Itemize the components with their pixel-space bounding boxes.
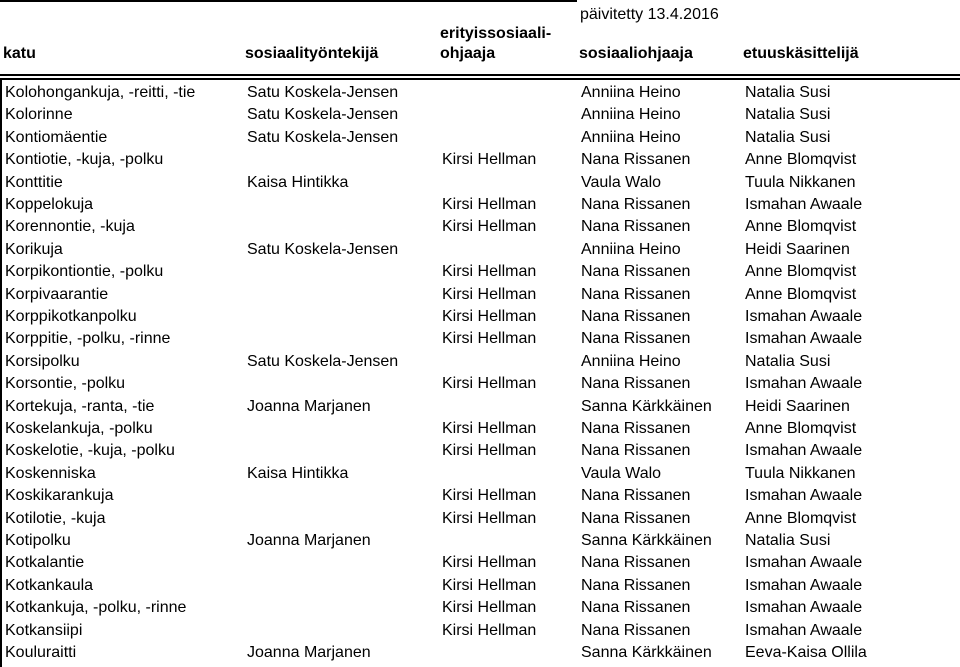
special-counsellor-cell: Kirsi Hellman xyxy=(442,218,537,236)
table-row xyxy=(2,552,960,574)
benefits-handler-cell: Anne Blomqvist xyxy=(745,151,857,169)
special-counsellor-cell: Kirsi Hellman xyxy=(442,263,537,281)
table-row xyxy=(2,172,960,194)
social-worker-cell: Satu Koskela-Jensen xyxy=(247,84,399,101)
street-cell: Korsontie, -polku xyxy=(5,375,126,393)
benefits-handler-cell: Tuula Nikkanen xyxy=(745,464,856,482)
benefits-handler-cell: Anne Blomqvist xyxy=(745,285,857,303)
street-cell: Kotkankaula xyxy=(5,576,94,594)
street-cell: Koskenniska xyxy=(5,464,96,482)
social-counsellor-cell: Nana Rissanen xyxy=(581,285,691,303)
street-cell: Kotilotie, -kuja xyxy=(5,509,106,527)
street-cell: Kotkankuja, -polku, -rinne xyxy=(5,599,187,617)
table-row xyxy=(2,306,960,328)
special-counsellor-cell: Kirsi Hellman xyxy=(442,554,537,572)
street-cell: Kolohongankuja, -reitti, -tie xyxy=(5,84,196,101)
special-counsellor-cell: Kirsi Hellman xyxy=(442,151,537,169)
social-counsellor-cell: Vaula Walo xyxy=(581,464,662,482)
street-cell: Konttitie xyxy=(5,173,63,191)
social-counsellor-cell: Nana Rissanen xyxy=(581,330,691,348)
social-worker-cell: Joanna Marjanen xyxy=(247,397,371,415)
social-counsellor-cell: Nana Rissanen xyxy=(581,151,691,169)
social-counsellor-cell: Anniina Heino xyxy=(581,128,681,146)
street-cell: Korikuja xyxy=(5,240,63,258)
special-counsellor-cell: Kirsi Hellman xyxy=(442,196,537,213)
social-counsellor-cell: Nana Rissanen xyxy=(581,599,691,617)
table-row xyxy=(2,508,960,530)
street-cell: Kouluraitti xyxy=(5,644,77,661)
social-counsellor-cell: Nana Rissanen xyxy=(581,509,691,527)
social-worker-cell: Satu Koskela-Jensen xyxy=(247,106,399,124)
updated-date: päivitetty 13.4.2016 xyxy=(580,6,719,23)
table-row xyxy=(2,328,960,350)
street-cell: Korennontie, -kuja xyxy=(5,218,135,236)
social-counsellor-cell: Sanna Kärkkäinen xyxy=(581,644,712,661)
social-counsellor-cell: Nana Rissanen xyxy=(581,375,691,393)
special-counsellor-cell: Kirsi Hellman xyxy=(442,509,537,527)
street-cell: Korpikontiontie, -polku xyxy=(5,263,164,281)
table-row xyxy=(2,149,960,171)
benefits-handler-cell: Ismahan Awaale xyxy=(745,621,863,639)
benefits-handler-cell: Tuula Nikkanen xyxy=(745,173,856,191)
table-row xyxy=(2,485,960,507)
social-worker-cell: Joanna Marjanen xyxy=(247,532,371,549)
header-erityissosiaaliohjaaja-line1: erityissosiaali- xyxy=(440,25,552,42)
table-row xyxy=(2,127,960,149)
benefits-handler-cell: Anne Blomqvist xyxy=(745,218,857,236)
street-cell: Kolorinne xyxy=(5,106,73,124)
header-etuuskasittelija: etuuskäsittelijä xyxy=(743,45,859,62)
street-cell: Koppelokuja xyxy=(5,196,94,213)
table-row xyxy=(2,216,960,238)
street-cell: Kotipolku xyxy=(5,532,71,549)
benefits-handler-cell: Ismahan Awaale xyxy=(745,554,863,572)
social-worker-cell: Kaisa Hintikka xyxy=(247,464,349,482)
header-sosiaaliohjaaja: sosiaaliohjaaja xyxy=(579,45,693,62)
social-counsellor-cell: Nana Rissanen xyxy=(581,196,691,213)
street-cell: Kortekuja, -ranta, -tie xyxy=(5,397,155,415)
special-counsellor-cell: Kirsi Hellman xyxy=(442,599,537,617)
table-top-border xyxy=(0,78,960,80)
benefits-handler-cell: Ismahan Awaale xyxy=(745,442,863,460)
table-row xyxy=(2,373,960,395)
special-counsellor-cell: Kirsi Hellman xyxy=(442,621,537,639)
special-counsellor-cell: Kirsi Hellman xyxy=(442,576,537,594)
social-counsellor-cell: Nana Rissanen xyxy=(581,218,691,236)
social-counsellor-cell: Sanna Kärkkäinen xyxy=(581,397,712,415)
benefits-handler-cell: Ismahan Awaale xyxy=(745,330,863,348)
street-cell: Korppikotkanpolku xyxy=(5,308,137,325)
social-counsellor-cell: Sanna Kärkkäinen xyxy=(581,532,712,549)
social-worker-cell: Satu Koskela-Jensen xyxy=(247,240,399,258)
header-divider xyxy=(0,74,960,76)
social-counsellor-cell: Nana Rissanen xyxy=(581,554,691,572)
special-counsellor-cell: Kirsi Hellman xyxy=(442,285,537,303)
table-row xyxy=(2,440,960,462)
street-cell: Korsipolku xyxy=(5,352,80,370)
street-cell: Korppitie, -polku, -rinne xyxy=(5,330,171,348)
table-row xyxy=(2,351,960,373)
table-row xyxy=(2,530,960,552)
social-counsellor-cell: Nana Rissanen xyxy=(581,576,691,594)
social-counsellor-cell: Nana Rissanen xyxy=(581,487,691,505)
social-worker-cell: Joanna Marjanen xyxy=(247,644,371,661)
social-worker-cell: Satu Koskela-Jensen xyxy=(247,352,399,370)
street-cell: Koskikarankuja xyxy=(5,487,114,505)
top-rule-gap xyxy=(577,0,960,3)
social-counsellor-cell: Nana Rissanen xyxy=(581,308,691,325)
benefits-handler-cell: Ismahan Awaale xyxy=(745,196,863,213)
benefits-handler-cell: Ismahan Awaale xyxy=(745,375,863,393)
benefits-handler-cell: Anne Blomqvist xyxy=(745,509,857,527)
street-cell: Kotkalantie xyxy=(5,554,85,572)
street-cell: Kotkansiipi xyxy=(5,621,83,639)
special-counsellor-cell: Kirsi Hellman xyxy=(442,442,537,460)
table-row xyxy=(2,104,960,126)
social-counsellor-cell: Nana Rissanen xyxy=(581,263,691,281)
street-cell: Koskelotie, -kuja, -polku xyxy=(5,442,175,460)
social-counsellor-cell: Nana Rissanen xyxy=(581,621,691,639)
benefits-handler-cell: Ismahan Awaale xyxy=(745,599,863,617)
header-erityissosiaaliohjaaja-line2: ohjaaja xyxy=(440,45,496,62)
benefits-handler-cell: Natalia Susi xyxy=(745,128,831,146)
special-counsellor-cell: Kirsi Hellman xyxy=(442,330,537,348)
table-row xyxy=(2,194,960,216)
social-counsellor-cell: Nana Rissanen xyxy=(581,442,691,460)
table-row xyxy=(2,463,960,485)
social-counsellor-cell: Vaula Walo xyxy=(581,173,662,191)
header-katu: katu xyxy=(3,45,36,62)
table-row xyxy=(2,642,960,664)
social-counsellor-cell: Nana Rissanen xyxy=(581,420,691,437)
table-row xyxy=(2,82,960,104)
special-counsellor-cell: Kirsi Hellman xyxy=(442,487,537,505)
social-counsellor-cell: Anniina Heino xyxy=(581,240,681,258)
social-worker-cell: Satu Koskela-Jensen xyxy=(247,128,399,146)
benefits-handler-cell: Ismahan Awaale xyxy=(745,576,863,594)
benefits-handler-cell: Anne Blomqvist xyxy=(745,420,857,437)
benefits-handler-cell: Ismahan Awaale xyxy=(745,308,863,325)
benefits-handler-cell: Ismahan Awaale xyxy=(745,487,863,505)
social-counsellor-cell: Anniina Heino xyxy=(581,106,681,124)
benefits-handler-cell: Natalia Susi xyxy=(745,106,831,124)
benefits-handler-cell: Heidi Saarinen xyxy=(745,240,850,258)
benefits-handler-cell: Natalia Susi xyxy=(745,352,831,370)
benefits-handler-cell: Natalia Susi xyxy=(745,84,831,101)
special-counsellor-cell: Kirsi Hellman xyxy=(442,420,537,437)
street-cell: Koskelankuja, -polku xyxy=(5,420,153,437)
table-row xyxy=(2,261,960,283)
table-row xyxy=(2,418,960,440)
special-counsellor-cell: Kirsi Hellman xyxy=(442,308,537,325)
street-table xyxy=(0,78,960,667)
special-counsellor-cell: Kirsi Hellman xyxy=(442,375,537,393)
social-counsellor-cell: Anniina Heino xyxy=(581,84,681,101)
street-cell: Kontiomäentie xyxy=(5,128,108,146)
table-row xyxy=(2,575,960,597)
table-row xyxy=(2,284,960,306)
street-cell: Kontiotie, -kuja, -polku xyxy=(5,151,164,169)
table-row xyxy=(2,396,960,418)
table-row xyxy=(2,620,960,642)
benefits-handler-cell: Anne Blomqvist xyxy=(745,263,857,281)
social-worker-cell: Kaisa Hintikka xyxy=(247,173,349,191)
social-counsellor-cell: Anniina Heino xyxy=(581,352,681,370)
benefits-handler-cell: Natalia Susi xyxy=(745,532,831,549)
table-header xyxy=(0,0,960,76)
table-row xyxy=(2,239,960,261)
benefits-handler-cell: Eeva-Kaisa Ollila xyxy=(745,644,867,661)
header-sosiaalityontekija: sosiaalityöntekijä xyxy=(245,45,379,62)
benefits-handler-cell: Heidi Saarinen xyxy=(745,397,850,415)
street-cell: Korpivaarantie xyxy=(5,285,109,303)
table-row xyxy=(2,597,960,619)
